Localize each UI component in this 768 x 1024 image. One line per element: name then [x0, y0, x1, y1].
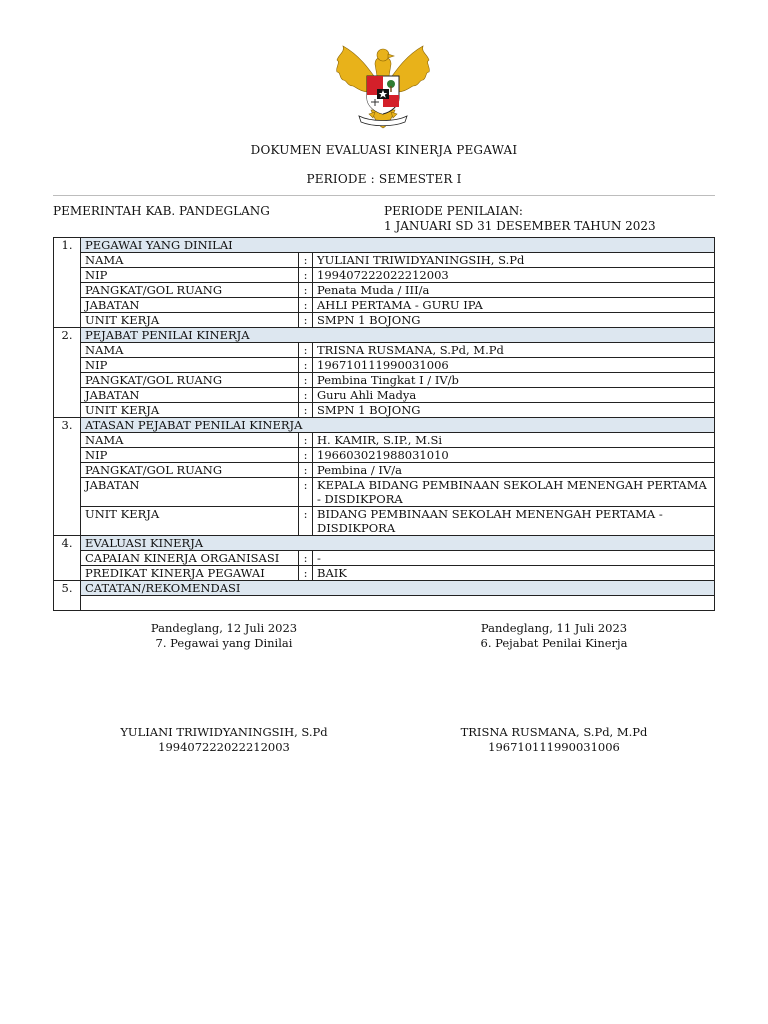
- section-number: 2.: [54, 328, 81, 418]
- signature-left-header: [84, 621, 364, 651]
- evaluation-table: [53, 237, 715, 611]
- row-label: NAMA: [81, 343, 299, 358]
- row-colon: :: [299, 283, 313, 298]
- section-header: [54, 536, 715, 551]
- row-value: BIDANG PEMBINAAN SEKOLAH MENENGAH PERTAMA - DISDIKPORA: [313, 507, 715, 536]
- table-row: [54, 507, 715, 536]
- row-colon: :: [299, 298, 313, 313]
- signature-right-role: 6. Pejabat Penilai Kinerja: [480, 636, 628, 650]
- row-value: Pembina / IV/a: [313, 463, 715, 478]
- signature-left-place-date: Pandeglang, 12 Juli 2023: [150, 621, 298, 635]
- row-label: UNIT KERJA: [81, 507, 299, 536]
- section-number: 3.: [54, 418, 81, 536]
- table-row: [54, 403, 715, 418]
- table-row: [54, 478, 715, 507]
- row-colon: :: [299, 268, 313, 283]
- document-title: DOKUMEN EVALUASI KINERJA PEGAWAI: [250, 143, 518, 157]
- row-label: CAPAIAN KINERJA ORGANISASI: [81, 551, 299, 566]
- section-header: [54, 418, 715, 433]
- row-label: NAMA: [81, 433, 299, 448]
- row-value: Guru Ahli Madya: [313, 388, 715, 403]
- row-colon: :: [299, 343, 313, 358]
- row-label: UNIT KERJA: [81, 403, 299, 418]
- notes-content: [81, 596, 715, 611]
- table-row: [54, 433, 715, 448]
- row-value: TRISNA RUSMANA, S.Pd, M.Pd: [313, 343, 715, 358]
- row-colon: :: [299, 507, 313, 536]
- section-number: 5.: [54, 581, 81, 611]
- row-colon: :: [299, 433, 313, 448]
- row-colon: :: [299, 448, 313, 463]
- garuda-pancasila-emblem: [331, 42, 435, 132]
- row-label: NAMA: [81, 253, 299, 268]
- table-row: [54, 313, 715, 328]
- table-row: [54, 448, 715, 463]
- row-label: PANGKAT/GOL RUANG: [81, 283, 299, 298]
- row-value: AHLI PERTAMA - GURU IPA: [313, 298, 715, 313]
- section-title: ATASAN PEJABAT PENILAI KINERJA: [81, 418, 715, 433]
- section-header: [54, 328, 715, 343]
- section-title: PEJABAT PENILAI KINERJA: [81, 328, 715, 343]
- row-value: KEPALA BIDANG PEMBINAAN SEKOLAH MENENGAH PERTAMA - DISDIKPORA: [313, 478, 715, 507]
- row-value: BAIK: [313, 566, 715, 581]
- row-label: PANGKAT/GOL RUANG: [81, 373, 299, 388]
- assessment-period: [384, 204, 656, 234]
- section-header: [54, 581, 715, 596]
- row-value: -: [313, 551, 715, 566]
- row-colon: :: [299, 403, 313, 418]
- section-header: [54, 238, 715, 253]
- signature-left-name: YULIANI TRIWIDYANINGSIH, S.Pd: [120, 725, 328, 739]
- table-row: [54, 566, 715, 581]
- signature-right-place-date: Pandeglang, 11 Juli 2023: [480, 621, 628, 635]
- row-value: Penata Muda / III/a: [313, 283, 715, 298]
- assessment-period-range: 1 JANUARI SD 31 DESEMBER TAHUN 2023: [384, 219, 656, 233]
- section-title: CATATAN/REKOMENDASI: [81, 581, 715, 596]
- row-label: NIP: [81, 268, 299, 283]
- table-row: [54, 463, 715, 478]
- table-row: [54, 268, 715, 283]
- signature-left-nip: 199407222022212003: [158, 740, 290, 754]
- row-colon: :: [299, 566, 313, 581]
- table-row: [54, 253, 715, 268]
- row-value: 199407222022212003: [313, 268, 715, 283]
- table-row: [54, 283, 715, 298]
- row-label: PANGKAT/GOL RUANG: [81, 463, 299, 478]
- row-colon: :: [299, 253, 313, 268]
- signature-right-name: TRISNA RUSMANA, S.Pd, M.Pd: [460, 725, 648, 739]
- row-value: 196710111990031006: [313, 358, 715, 373]
- section-number: 4.: [54, 536, 81, 581]
- signature-left-role: 7. Pegawai yang Dinilai: [155, 636, 293, 650]
- row-label: JABATAN: [81, 388, 299, 403]
- notes-row: [54, 596, 715, 611]
- government-name: PEMERINTAH KAB. PANDEGLANG: [53, 204, 270, 218]
- table-row: [54, 551, 715, 566]
- table-row: [54, 373, 715, 388]
- signature-right-block: [414, 725, 694, 755]
- row-value: Pembina Tingkat I / IV/b: [313, 373, 715, 388]
- signature-left-block: [84, 725, 364, 755]
- row-colon: :: [299, 551, 313, 566]
- table-row: [54, 298, 715, 313]
- row-value: H. KAMIR, S.IP., M.Si: [313, 433, 715, 448]
- row-value: 196603021988031010: [313, 448, 715, 463]
- section-title: PEGAWAI YANG DINILAI: [81, 238, 715, 253]
- row-colon: :: [299, 358, 313, 373]
- section-title: EVALUASI KINERJA: [81, 536, 715, 551]
- row-colon: :: [299, 313, 313, 328]
- header-divider: [53, 195, 715, 196]
- row-label: JABATAN: [81, 478, 299, 507]
- row-colon: :: [299, 463, 313, 478]
- row-label: PREDIKAT KINERJA PEGAWAI: [81, 566, 299, 581]
- row-label: UNIT KERJA: [81, 313, 299, 328]
- row-value: SMPN 1 BOJONG: [313, 313, 715, 328]
- section-number: 1.: [54, 238, 81, 328]
- row-colon: :: [299, 373, 313, 388]
- row-colon: :: [299, 388, 313, 403]
- row-value: SMPN 1 BOJONG: [313, 403, 715, 418]
- document-period: PERIODE : SEMESTER I: [306, 172, 462, 186]
- signature-right-header: [414, 621, 694, 651]
- row-value: YULIANI TRIWIDYANINGSIH, S.Pd: [313, 253, 715, 268]
- assessment-period-label: PERIODE PENILAIAN:: [384, 204, 523, 218]
- row-label: NIP: [81, 358, 299, 373]
- table-row: [54, 343, 715, 358]
- row-label: NIP: [81, 448, 299, 463]
- table-row: [54, 388, 715, 403]
- row-colon: :: [299, 478, 313, 507]
- table-row: [54, 358, 715, 373]
- signature-right-nip: 196710111990031006: [488, 740, 620, 754]
- row-label: JABATAN: [81, 298, 299, 313]
